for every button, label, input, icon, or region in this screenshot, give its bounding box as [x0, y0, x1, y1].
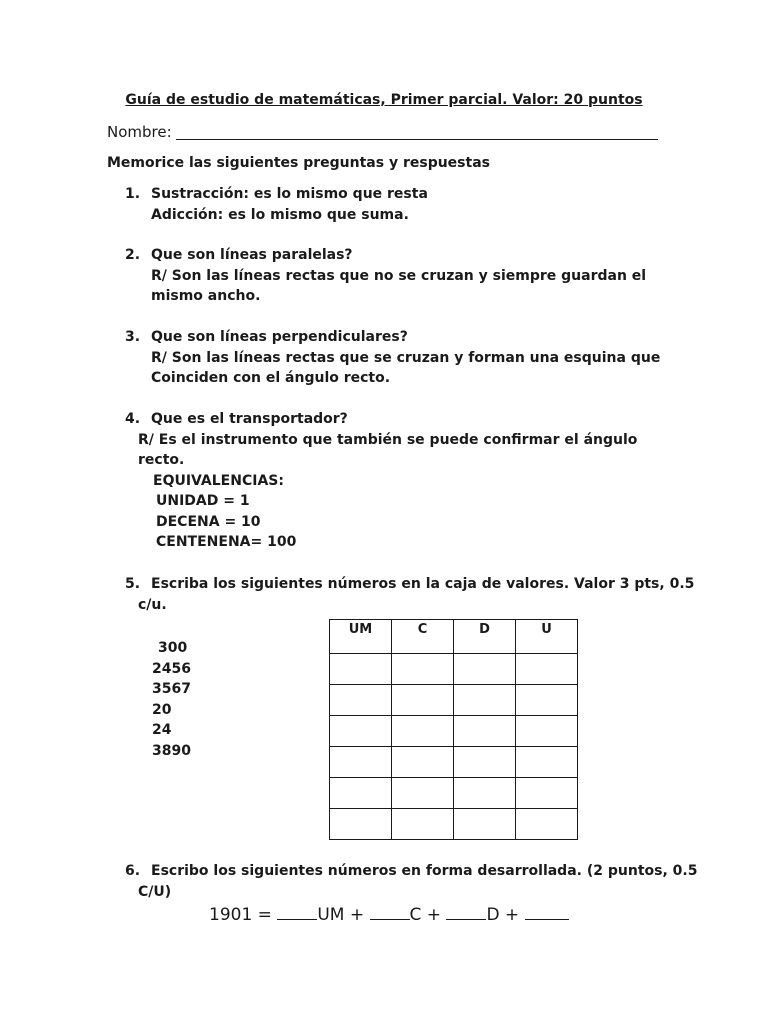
number-item: 2456	[152, 660, 191, 677]
formula-lhs: 1901 =	[209, 905, 272, 925]
equivalencia-centena: CENTENENA= 100	[156, 534, 297, 550]
table-cell[interactable]	[392, 809, 454, 840]
table-cell[interactable]	[516, 654, 578, 685]
table-cell[interactable]	[454, 716, 516, 747]
table-header-row	[330, 620, 578, 654]
question-number: 6.	[125, 863, 141, 879]
expanded-form-formula	[209, 904, 569, 925]
table-cell[interactable]	[516, 809, 578, 840]
nombre-blank-line	[176, 139, 658, 140]
answer-line: R/ Son las líneas rectas que se cruzan y forman una esquina que	[151, 349, 661, 366]
table-cell[interactable]	[330, 716, 392, 747]
blank-u[interactable]	[525, 904, 569, 920]
table-cell[interactable]	[516, 778, 578, 809]
question-number: 5.	[125, 576, 141, 592]
table-cell[interactable]	[454, 747, 516, 778]
question-line: C/U)	[138, 883, 172, 900]
table-row	[330, 685, 578, 716]
table-cell[interactable]	[330, 685, 392, 716]
header-um: UM	[330, 620, 392, 654]
number-item: 300	[158, 640, 188, 656]
answer-line: R/ Son las líneas rectas que no se cruzan y siempre guardan el	[151, 267, 647, 284]
table-cell[interactable]	[454, 654, 516, 685]
table-cell[interactable]	[516, 716, 578, 747]
number-item: 3890	[152, 742, 191, 759]
nombre-label: Nombre:	[107, 123, 172, 141]
table-row	[330, 778, 578, 809]
numbers-list	[152, 638, 191, 761]
question-line: Que son líneas paralelas?	[151, 247, 353, 263]
table-cell[interactable]	[454, 685, 516, 716]
question-line: Adicción: es lo mismo que suma.	[151, 206, 409, 223]
table-cell[interactable]	[392, 716, 454, 747]
table-row	[330, 716, 578, 747]
question-line: c/u.	[138, 596, 167, 613]
table-row	[330, 809, 578, 840]
question-line: Escriba los siguientes números en la caja de valores. Valor 3 pts, 0.5	[151, 576, 695, 592]
table-cell[interactable]	[330, 654, 392, 685]
table-cell[interactable]	[330, 747, 392, 778]
answer-line: Coinciden con el ángulo recto.	[151, 370, 391, 386]
header-u: U	[516, 620, 578, 654]
table-row	[330, 747, 578, 778]
table-cell[interactable]	[516, 685, 578, 716]
document-title: Guía de estudio de matemáticas, Primer parcial. Valor: 20 puntos	[125, 92, 643, 108]
question-number: 3.	[125, 329, 141, 345]
table-cell[interactable]	[454, 778, 516, 809]
table-cell[interactable]	[454, 809, 516, 840]
question-line: Escribo los siguientes números en forma desarrollada. (2 puntos, 0.5	[151, 863, 698, 879]
question-line: Que son líneas perpendiculares?	[151, 329, 408, 345]
equivalencia-decena: DECENA = 10	[156, 513, 261, 530]
place-value-table	[329, 619, 578, 840]
answer-line: R/ Es el instrumento que también se puede confirmar el ángulo	[138, 431, 638, 448]
blank-um[interactable]	[277, 904, 317, 920]
blank-d[interactable]	[446, 904, 486, 920]
blank-c[interactable]	[370, 904, 410, 920]
question-number: 4.	[125, 411, 141, 427]
number-item: 20	[152, 701, 172, 718]
formula-c: C +	[409, 905, 442, 925]
question-line: Que es el transportador?	[151, 411, 348, 427]
number-item: 3567	[152, 681, 191, 697]
equivalencias-heading: EQUIVALENCIAS:	[153, 472, 284, 489]
equivalencia-unidad: UNIDAD = 1	[156, 493, 250, 509]
table-cell[interactable]	[392, 685, 454, 716]
intro-instruction: Memorice las siguientes preguntas y respuestas	[107, 155, 490, 171]
table-cell[interactable]	[392, 654, 454, 685]
number-item: 24	[152, 722, 172, 738]
question-number: 2.	[125, 247, 141, 263]
header-c: C	[392, 620, 454, 654]
table-cell[interactable]	[330, 809, 392, 840]
formula-d: D +	[486, 905, 520, 925]
table-cell[interactable]	[392, 778, 454, 809]
formula-um: UM +	[317, 905, 365, 925]
question-line: Sustracción: es lo mismo que resta	[151, 186, 428, 202]
table-cell[interactable]	[516, 747, 578, 778]
table-row	[330, 654, 578, 685]
table-cell[interactable]	[392, 747, 454, 778]
answer-line: recto.	[138, 452, 185, 468]
question-number: 1.	[125, 186, 141, 202]
table-cell[interactable]	[330, 778, 392, 809]
header-d: D	[454, 620, 516, 654]
answer-line: mismo ancho.	[151, 288, 261, 304]
